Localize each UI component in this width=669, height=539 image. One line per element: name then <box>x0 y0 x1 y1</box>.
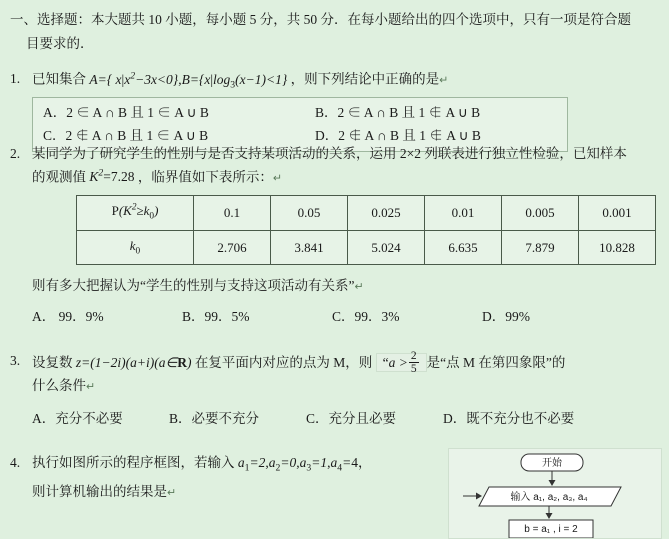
paragraph-mark: ↵ <box>86 381 96 394</box>
table-cell: 10.828 <box>579 230 656 265</box>
question-3-line-1-math: z=(1−2i)(a+i)(a∈R) <box>75 354 192 370</box>
question-2-after-table <box>32 275 660 298</box>
question-2 <box>10 143 660 329</box>
table-cell: 5.024 <box>348 230 425 265</box>
question-1-option-d[interactable]: D．2 ∉ A ∩ B 且 1 ∉ A ∪ B <box>315 128 481 144</box>
question-4-number: 4. <box>10 455 21 470</box>
question-1-option-c[interactable]: C．2 ∉ A ∩ B 且 1 ∈ A ∪ B <box>43 128 209 144</box>
table-cell: 2.706 <box>194 230 271 265</box>
table-row <box>77 196 656 231</box>
table-cell: 0.025 <box>348 196 425 231</box>
question-2-line-2-pre: 的观测值 <box>32 169 86 185</box>
question-1-stem-post: ，则下列结论中正确的是 <box>290 71 440 87</box>
question-2-option-d[interactable]: D．99% <box>482 309 530 325</box>
question-1 <box>10 68 660 152</box>
question-4-line-2-text: 则计算机输出的结果是 <box>32 484 167 500</box>
flowchart-input-label: 输入 a₁, a₂, a₃, a₄ <box>510 492 588 503</box>
question-2-option-b[interactable]: B．99．5% <box>182 309 250 325</box>
question-3-frac-denominator: 5 <box>410 363 417 376</box>
table-cell: 0.005 <box>502 196 579 231</box>
question-2-body <box>32 143 660 329</box>
flowchart-figure <box>448 448 662 539</box>
critical-value-table-wrapper <box>76 195 660 265</box>
table-header-k0: $k_0$ <box>77 230 194 265</box>
question-3-line-1 <box>32 350 660 375</box>
critical-value-table <box>76 195 656 265</box>
question-1-stem-math: A={ $x|x^2-3x<0\},B=\{x|\log_3(x-1)<1\}$ <box>89 70 288 91</box>
table-cell: 3.841 <box>271 230 348 265</box>
question-3-body <box>32 350 660 431</box>
question-1-option-b[interactable]: B．2 ∈ A ∩ B 且 1 ∉ A ∪ B <box>315 104 481 120</box>
question-3-line-2-text: 什么条件 <box>32 378 86 394</box>
table-cell: 7.879 <box>502 230 579 265</box>
question-2-line-1: 某同学为了研究学生的性别与是否支持某项活动的关系，运用 2×2 列联表进行独立性检验，已知样本 <box>32 146 627 161</box>
table-cell: 6.635 <box>425 230 502 265</box>
table-cell: 0.05 <box>271 196 348 231</box>
question-4-line-1-post: 4， <box>351 455 372 470</box>
question-4-line-1-math: $a_1=2,a_2=0,a_3=1,a_4=$ <box>237 455 352 474</box>
question-1-number: 1. <box>10 71 21 86</box>
question-3-line-1-pre: 设复数 <box>32 354 73 370</box>
question-1-stem-pre: 已知集合 <box>32 71 86 87</box>
question-2-number: 2. <box>10 146 21 161</box>
question-2-line-2 <box>32 166 660 189</box>
question-2-options <box>32 306 660 329</box>
question-2-option-a[interactable]: A． 99．9% <box>32 309 104 325</box>
question-2-after-table-text: 则有多大把握认为“学生的性别与支持这项活动有关系” <box>32 278 355 294</box>
table-row <box>77 230 656 265</box>
question-2-line-2-math: $K^2=7.28$ <box>89 167 135 185</box>
question-3-line-2 <box>32 375 660 398</box>
question-3-option-d[interactable]: D．既不充分也不必要 <box>443 411 575 426</box>
question-2-option-c[interactable]: C．99．3% <box>332 309 400 325</box>
table-cell: 0.001 <box>579 196 656 231</box>
question-4-line-2 <box>32 481 450 504</box>
paragraph-mark: ↵ <box>439 74 449 87</box>
question-3-options <box>32 408 660 431</box>
question-3-option-c[interactable]: C．充分且必要 <box>306 411 397 426</box>
question-3-line-1-post: 是“点 M 在第四象限”的 <box>426 354 566 370</box>
question-2-line-2-post: ，临界值如下表所示： <box>137 169 273 185</box>
question-4-line-1-pre: 执行如图所示的程序框图，若输入 <box>32 455 235 470</box>
flowchart-svg <box>449 449 661 538</box>
question-3 <box>10 350 660 431</box>
question-1-body <box>32 68 660 152</box>
question-3-frac-numerator: 2 <box>410 350 417 362</box>
question-3-frac-var: a > <box>388 354 408 370</box>
flowchart-assign-label: b = a₁ , i = 2 <box>524 524 578 535</box>
question-3-line-1-mid: 在复平面内对应的点为 M，则 <box>194 354 373 370</box>
instruction-line-1: 一、选择题：本大题共 10 小题，每小题 5 分，共 50 分．在每小题给出的四个选项中，只有一项是符合题 <box>10 12 631 27</box>
question-4-line-1 <box>32 452 450 477</box>
question-4-body <box>32 452 450 504</box>
table-cell: 0.1 <box>194 196 271 231</box>
paragraph-mark: ↵ <box>167 487 177 500</box>
question-3-option-a[interactable]: A．充分不必要 <box>32 411 123 426</box>
question-3-number: 3. <box>10 353 21 368</box>
question-1-stem <box>32 68 660 94</box>
instruction-line-2: 目要求的． <box>26 35 94 51</box>
paragraph-mark: ↵ <box>354 281 364 294</box>
flowchart-start-label: 开始 <box>542 458 562 469</box>
question-3-inline-fraction: “a > $\frac{2}{5}$ <box>376 353 427 372</box>
section-instructions <box>10 8 658 55</box>
question-4 <box>10 452 450 504</box>
question-3-option-b[interactable]: B．必要不充分 <box>169 411 260 426</box>
question-1-option-a[interactable]: A．2 ∈ A ∩ B 且 1 ∈ A ∪ B <box>43 104 209 120</box>
paragraph-mark: ↵ <box>272 172 283 185</box>
table-header-p: $P(K^2\ge k_0)$ <box>77 196 194 231</box>
table-cell: 0.01 <box>425 196 502 231</box>
